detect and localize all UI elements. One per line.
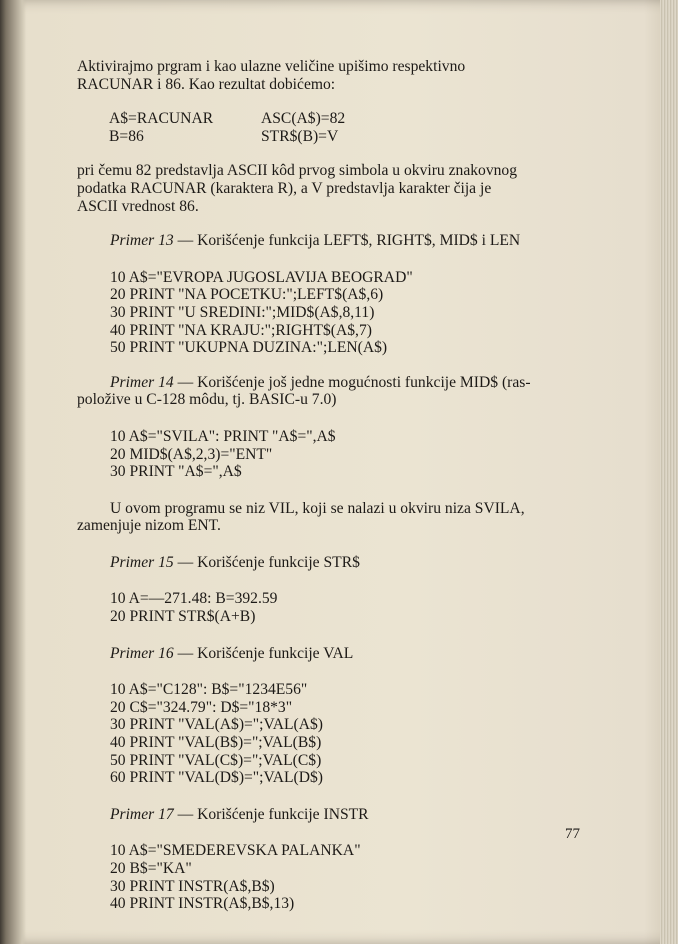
result-row [109, 110, 580, 128]
code-line: 10 A$="SVILA": PRINT "A$=",A$ [110, 427, 336, 445]
primer-17-code [110, 842, 580, 912]
program-paragraph [77, 500, 580, 535]
text-line: U ovom programu se niz VIL, koji se nalazi u okviru niza SVILA, [110, 499, 525, 517]
intro-line: RACUNAR i 86. Kao rezultat dobićemo: [77, 75, 336, 93]
code-line: 40 PRINT "VAL(B$)=";VAL(B$) [110, 734, 322, 752]
primer-title: — Korišćenje funkcije STR$ [173, 553, 360, 571]
code-line: 10 A$="C128": B$="1234E56" [110, 681, 308, 699]
code-line: 10 A=—271.48: B=392.59 [110, 590, 278, 608]
primer-title: — Korišćenje funkcije INSTR [173, 805, 369, 823]
page-number: 77 [565, 826, 580, 842]
primer-17-heading [110, 806, 580, 824]
text-line: zamenjuje nizom ENT. [77, 517, 221, 535]
code-line: 20 MID$(A$,2,3)="ENT" [110, 445, 273, 463]
code-line: 20 B$="KA" [110, 860, 192, 877]
primer-label: Primer 16 [110, 644, 174, 662]
result-left: B=86 [109, 127, 144, 145]
result-pairs [109, 110, 580, 145]
page-content [77, 58, 580, 913]
code-line: 20 C$="324.79": D$="18*3" [110, 698, 293, 716]
code-line: 20 PRINT "NA POCETKU:";LEFT$(A$,6) [110, 286, 384, 304]
primer-label: Primer 15 [110, 553, 174, 571]
primer-title-cont: položive u C-128 môdu, tj. BASIC-u 7.0) [77, 391, 337, 409]
code-line: 50 PRINT "VAL(C$)=";VAL(C$) [110, 751, 322, 769]
text-line: pri čemu 82 predstavlja ASCII kôd prvog simbola u okviru znakovnog [77, 162, 518, 180]
result-row [109, 128, 580, 146]
book-spine [0, 0, 26, 944]
primer-15-code [110, 590, 580, 625]
result-left: A$=RACUNAR [109, 110, 214, 128]
primer-title: — Korišćenje još jedne mogućnosti funkcije MID$ (ras- [173, 373, 531, 391]
code-line: 30 PRINT "A$=",A$ [110, 463, 242, 481]
code-line: 60 PRINT "VAL(D$)=";VAL(D$) [110, 769, 323, 787]
explanation-paragraph [77, 162, 580, 215]
primer-16-code [110, 681, 580, 787]
code-line: 30 PRINT "U SREDINI:";MID$(A$,8,11) [110, 303, 375, 321]
primer-label: Primer 13 [110, 232, 174, 250]
code-line: 10 A$="SMEDEREVSKA PALANKA" [110, 842, 361, 860]
primer-label: Primer 17 [110, 805, 174, 823]
text-line: ASCII vrednost 86. [77, 197, 199, 215]
primer-title: — Korišćenje funkcije VAL [173, 644, 354, 662]
primer-label: Primer 14 [110, 373, 174, 391]
intro-line: Aktivirajmo prgram i kao ulazne veličine upišimo respektivno [77, 58, 466, 75]
primer-14-code [110, 428, 580, 481]
primer-16-heading [110, 645, 580, 663]
code-line: 40 PRINT INSTR(A$,B$,13) [110, 895, 295, 913]
primer-13-code [110, 269, 580, 357]
code-line: 30 PRINT "VAL(A$)=";VAL(A$) [110, 716, 323, 734]
text-line: podatka RACUNAR (karaktera R), a V predstavlja karakter čija je [77, 179, 492, 197]
primer-title: — Korišćenje funkcija LEFT$, RIGHT$, MID$ i LEN [173, 232, 521, 250]
result-right: ASC(A$)=82 [261, 110, 346, 128]
primer-14-heading [77, 374, 580, 409]
code-line: 10 A$="EVROPA JUGOSLAVIJA BEOGRAD" [110, 268, 413, 286]
result-right: STR$(B)=V [261, 127, 339, 145]
code-line: 50 PRINT "UKUPNA DUZINA:";LEN(A$) [110, 339, 388, 357]
code-line: 20 PRINT STR$(A+B) [110, 608, 256, 626]
code-line: 30 PRINT INSTR(A$,B$) [110, 877, 275, 895]
code-line: 40 PRINT "NA KRAJU:";RIGHT$(A$,7) [110, 321, 372, 339]
primer-15-heading [110, 554, 580, 572]
primer-13-heading [110, 232, 580, 250]
page-edges [660, 0, 678, 944]
intro-paragraph [77, 58, 580, 93]
